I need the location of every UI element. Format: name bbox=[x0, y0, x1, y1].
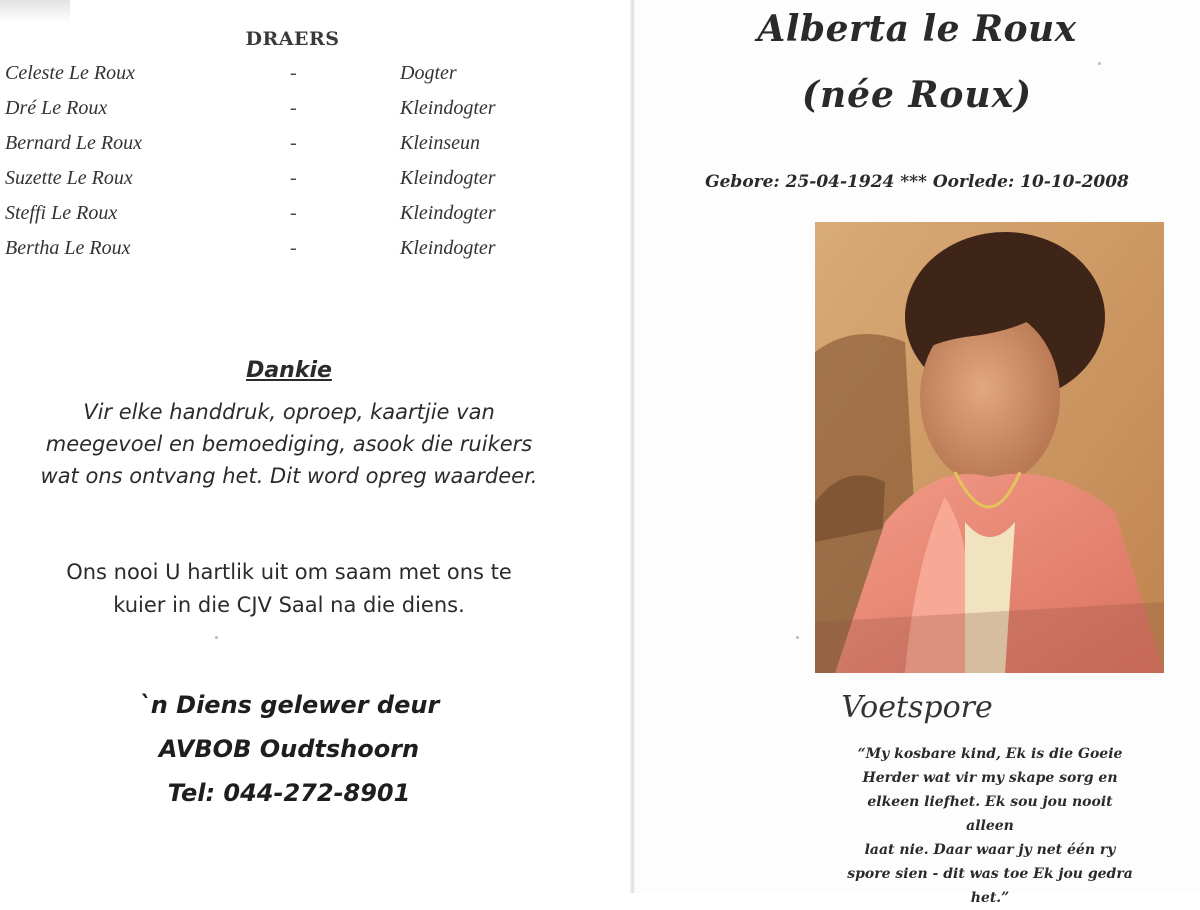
bearer-name: Celeste Le Roux bbox=[5, 62, 135, 84]
invitation-text bbox=[0, 556, 578, 622]
bearer-dash: - bbox=[290, 237, 297, 259]
thanks-line: Vir elke handdruk, oproep, kaartjie van bbox=[83, 400, 495, 424]
verse-line: laat nie. Daar waar jy net één ry bbox=[864, 842, 1116, 858]
verse-line: spore sien - dit was toe Ek jou gedra bbox=[847, 866, 1133, 882]
portrait-photo bbox=[815, 222, 1164, 673]
service-company: AVBOB Oudtshoorn bbox=[158, 735, 420, 763]
portrait-illustration bbox=[815, 222, 1164, 673]
thanks-line: wat ons ontvang het. Dit word opreg waardeer. bbox=[40, 464, 538, 488]
page-fold bbox=[630, 0, 636, 893]
service-phone: Tel: 044-272-8901 bbox=[167, 779, 411, 807]
bearer-name: Bertha Le Roux bbox=[5, 237, 131, 259]
thanks-line: meegevoel en bemoediging, asook die ruikers bbox=[45, 432, 533, 456]
service-line: `n Diens gelewer deur bbox=[138, 691, 440, 719]
bearer-name: Steffi Le Roux bbox=[5, 202, 118, 224]
life-dates: Gebore: 25-04-1924 *** Oorlede: 10-10-2008 bbox=[705, 172, 1129, 192]
bearer-dash: - bbox=[290, 167, 297, 189]
bearer-name: Dré Le Roux bbox=[5, 97, 108, 119]
bearer-relation: Kleindogter bbox=[400, 237, 496, 259]
verse-line: het.” bbox=[970, 890, 1010, 906]
service-provider bbox=[0, 683, 578, 815]
bearers-list bbox=[0, 60, 600, 270]
bearer-row bbox=[0, 60, 600, 95]
bearer-row bbox=[0, 95, 600, 130]
bearer-name: Suzette Le Roux bbox=[5, 167, 133, 189]
bearer-row bbox=[0, 200, 600, 235]
bearer-relation: Dogter bbox=[400, 62, 457, 84]
bearer-relation: Kleindogter bbox=[400, 167, 496, 189]
bearer-dash: - bbox=[290, 97, 297, 119]
scan-speck bbox=[215, 636, 218, 639]
scan-speck bbox=[796, 636, 799, 639]
bearer-row bbox=[0, 235, 600, 270]
bearers-heading: DRAERS bbox=[245, 28, 340, 50]
bearer-relation: Kleindogter bbox=[400, 202, 496, 224]
verse-title: Voetspore bbox=[841, 690, 993, 725]
bearer-row bbox=[0, 165, 600, 200]
bearer-dash: - bbox=[290, 62, 297, 84]
verse-line: elkeen liefhet. Ek sou jou nooit alleen bbox=[867, 794, 1113, 834]
bearer-dash: - bbox=[290, 132, 297, 154]
scan-speck bbox=[1098, 62, 1101, 65]
thanks-text bbox=[0, 396, 578, 492]
verse-line: Herder wat vir my skape sorg en bbox=[862, 770, 1118, 786]
bearer-dash: - bbox=[290, 202, 297, 224]
thanks-heading: Dankie bbox=[246, 358, 332, 383]
bearer-row bbox=[0, 130, 600, 165]
bearer-relation: Kleindogter bbox=[400, 97, 496, 119]
bearer-relation: Kleinseun bbox=[400, 132, 480, 154]
deceased-name: Alberta le Roux bbox=[757, 8, 1077, 50]
invitation-line: kuier in die CJV Saal na die diens. bbox=[113, 593, 465, 617]
maiden-name: (née Roux) bbox=[801, 74, 1033, 116]
verse-line: “My kosbare kind, Ek is die Goeie bbox=[857, 746, 1123, 762]
verse-text bbox=[845, 742, 1135, 910]
invitation-line: Ons nooi U hartlik uit om saam met ons te bbox=[66, 560, 512, 584]
bearer-name: Bernard Le Roux bbox=[5, 132, 143, 154]
scan-corner-shadow bbox=[0, 0, 70, 22]
